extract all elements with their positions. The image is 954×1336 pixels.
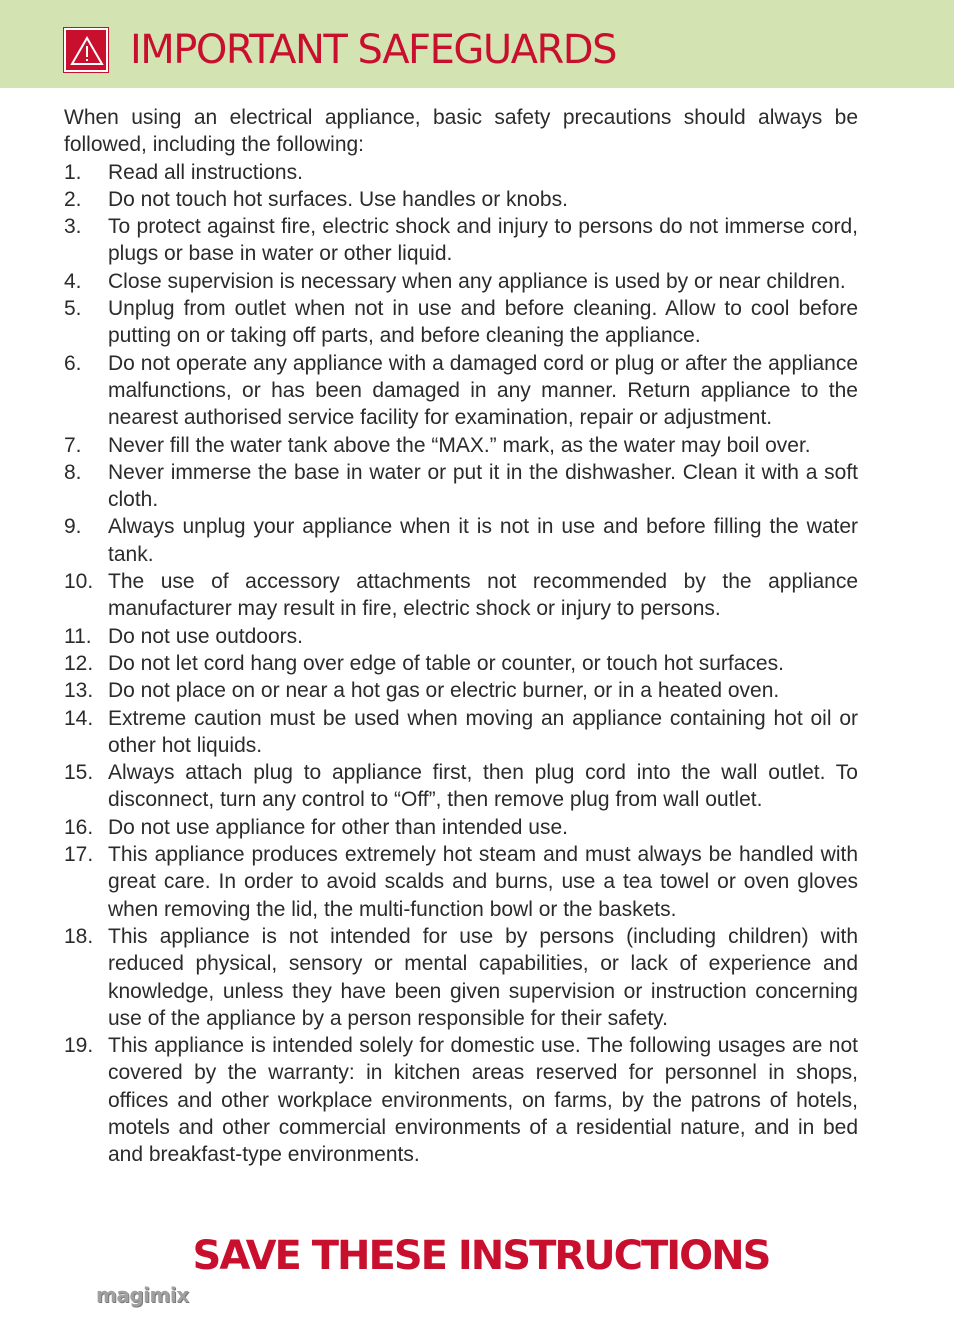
list-item — [64, 923, 858, 1032]
item-number: 3. — [64, 215, 82, 239]
item-text: Do not use appliance for other than intended use. — [108, 815, 568, 839]
item-number: 17. — [64, 843, 94, 867]
item-text: Close supervision is necessary when any appliance is used by or near children. — [108, 269, 846, 293]
item-number: 12. — [64, 651, 94, 675]
item-number: 15. — [64, 761, 94, 785]
item-number: 1. — [64, 160, 82, 184]
page-title: IMPORTANT SAFEGUARDS — [130, 27, 616, 73]
item-text: This appliance produces extremely hot steam and must always be handled with great care. In order to avoid scalds and burns, use a tea towel or oven gloves when removing the lid, the multi-function bowl or the baskets. — [108, 843, 858, 921]
item-number: 13. — [64, 679, 94, 703]
list-item — [64, 677, 858, 704]
list-item — [64, 459, 858, 514]
warning-icon — [64, 28, 108, 72]
item-text: Do not let cord hang over edge of table or counter, or touch hot surfaces. — [108, 651, 784, 675]
item-number: 18. — [64, 924, 94, 948]
safeguards-content — [64, 104, 858, 1169]
item-text: Read all instructions. — [108, 160, 303, 184]
item-number: 7. — [64, 433, 82, 457]
list-item — [64, 1032, 858, 1168]
list-item — [64, 213, 858, 268]
item-text: Unplug from outlet when not in use and before cleaning. Allow to cool before putting on or taking off parts, and before cleaning the appliance. — [108, 297, 858, 348]
list-item — [64, 432, 858, 459]
list-item — [64, 623, 858, 650]
item-text: Always unplug your appliance when it is not in use and before filling the water tank. — [108, 515, 858, 566]
item-number: 14. — [64, 706, 94, 730]
item-text: This appliance is intended solely for domestic use. The following usages are not covered by the warranty: in kitchen areas reserved for personnel in shops, offices and other workplace environments, on farms, by the patrons of hotels, motels and other commercial environments of a residential nature, and in bed and breakfast-type environments. — [108, 1034, 858, 1167]
list-item — [64, 350, 858, 432]
item-text: Never fill the water tank above the “MAX.” mark, as the water may boil over. — [108, 433, 811, 457]
item-number: 9. — [64, 515, 82, 539]
item-text: Extreme caution must be used when moving an appliance containing hot oil or other hot liquids. — [108, 706, 858, 757]
item-number: 10. — [64, 570, 94, 594]
list-item — [64, 705, 858, 760]
item-number: 11. — [64, 624, 92, 648]
item-number: 5. — [64, 297, 82, 321]
item-text: Always attach plug to appliance first, then plug cord into the wall outlet. To disconnect, turn any control to “Off”, then remove plug from wall outlet. — [108, 761, 858, 812]
item-text: The use of accessory attachments not recommended by the appliance manufacturer may result in fire, electric shock or injury to persons. — [108, 570, 858, 621]
intro-paragraph: When using an electrical appliance, basic safety precautions should always be followed, including the following: — [64, 106, 858, 157]
list-item — [64, 841, 858, 923]
item-number: 16. — [64, 815, 94, 839]
save-instructions-heading: SAVE THESE INSTRUCTIONS — [192, 1233, 770, 1279]
item-text: Do not touch hot surfaces. Use handles or knobs. — [108, 187, 568, 211]
list-item — [64, 568, 858, 623]
item-text: Do not use outdoors. — [108, 624, 303, 648]
list-item — [64, 295, 858, 350]
list-item — [64, 814, 858, 841]
list-item — [64, 650, 858, 677]
item-text: To protect against fire, electric shock and injury to persons do not immerse cord, plugs or base in water or other liquid. — [108, 215, 858, 266]
safeguard-list — [64, 159, 858, 1169]
item-text: Do not place on or near a hot gas or electric burner, or in a heated oven. — [108, 679, 780, 703]
item-text: Never immerse the base in water or put it in the dishwasher. Clean it with a soft cloth. — [108, 460, 858, 512]
header-band — [0, 0, 954, 88]
list-item — [64, 186, 858, 213]
item-number: 2. — [64, 187, 82, 211]
list-item — [64, 513, 858, 568]
item-text: Do not operate any appliance with a damaged cord or plug or after the appliance malfunctions, or has been damaged in any manner. Return appliance to the nearest authorised service facility for examination, repair or adjustment. — [108, 351, 858, 430]
item-number: 19. — [64, 1034, 94, 1058]
list-item — [64, 268, 858, 295]
brand-logo: magimix — [96, 1283, 189, 1307]
item-text: This appliance is not intended for use by persons (including children) with reduced physical, sensory or mental capabilities, or lack of experience and knowledge, unless they have been given supervision or instruction concerning use of the appliance by a person responsible for their safety. — [108, 924, 858, 1030]
list-item — [64, 159, 858, 186]
item-number: 4. — [64, 269, 82, 293]
item-number: 8. — [64, 460, 82, 484]
item-number: 6. — [64, 351, 82, 375]
list-item — [64, 759, 858, 814]
